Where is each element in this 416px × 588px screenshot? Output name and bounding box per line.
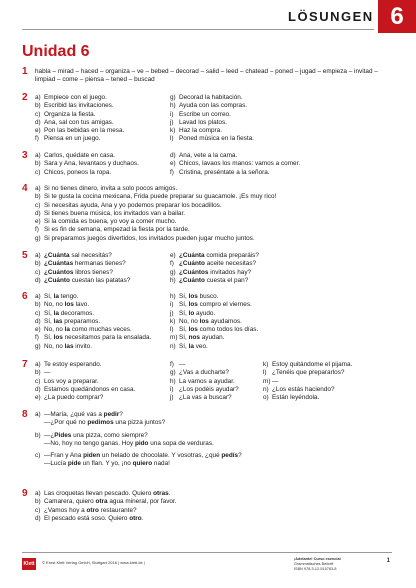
answer-item: b) Si te gusta la cocina mexicana, Frida puede preparar su guacamole. ¡Es muy rico! — [35, 193, 277, 201]
book-isbn: ISBN 978-3-12-515763-8 — [294, 567, 337, 571]
answer-item: f) — — [170, 361, 186, 368]
answer-item: i) ¿Los podéis ayudar? — [170, 385, 239, 393]
answer-item: k) Estoy quitándome el pijama. — [263, 361, 353, 368]
answer-item: i) Sí, los compro el viernes. — [170, 301, 252, 309]
exercise-5 — [22, 252, 392, 285]
answer-item: l) Poned música en la fiesta. — [170, 135, 254, 143]
answer-item: h) Sí, los busco. — [170, 293, 219, 300]
exercise-number: 5 — [22, 250, 28, 261]
answer-item: d) Si tienes buena música, los invitados van a bailar. — [35, 209, 186, 217]
answer-item: d) Sí, las preparamos. — [35, 317, 101, 325]
exercise-number: 4 — [22, 183, 28, 194]
copyright-text: © Ernst Klett Verlag GmbH, Stuttgart 2016 | www.klett.de | — [42, 560, 145, 565]
answer-item: c) ¿Vamos hoy a otro restaurante? — [35, 506, 137, 514]
book-info — [294, 557, 341, 572]
answer-item: a) Empiece con el juego. — [35, 94, 107, 101]
answer-item: f) Cristina, preséntate a la señora. — [170, 168, 270, 176]
answer-item: i) Escribe un correo. — [170, 110, 231, 118]
dialogue-line: —Lucía pide un flan. Y yo, ¡no quiero nada! — [44, 460, 170, 468]
answer-item: d) Ana, vete a la cama. — [170, 152, 238, 159]
book-title: ¡Adelante! Curso esencial — [294, 557, 341, 561]
exercise-number: 8 — [22, 409, 28, 420]
answer-item: g) No, no las invito. — [35, 342, 92, 350]
footer — [22, 552, 392, 575]
answer-item: e) Chicos, lavaos los manos: vamos a comer. — [170, 160, 301, 168]
exercise-2 — [22, 94, 392, 144]
exercise-number: 2 — [22, 92, 28, 103]
publisher-logo: Klett — [22, 558, 36, 570]
answer-item: j) Lavad los platos. — [170, 118, 227, 126]
exercise-7 — [22, 361, 392, 402]
answer-item: h) ¿Cuánto cuesta el pan? — [170, 276, 249, 284]
answer-item: a) Las croquetas llevan pescado. Quiero otras. — [35, 490, 171, 497]
answer-item: a) Si no tienes dinero, invita a solo pocos amigos. — [35, 185, 178, 192]
exercise-9 — [22, 490, 392, 523]
chapter-number-badge: 6 — [378, 0, 416, 33]
answer-item: g) ¿Cuántos invitados hay? — [170, 268, 252, 276]
exercise-number: 7 — [22, 359, 28, 370]
answer-item: h) La vamos a ayudar. — [170, 377, 235, 385]
answer-item: a) Sí, la tengo. — [35, 293, 79, 300]
exercise-number: 3 — [22, 150, 28, 161]
answer-item: b) No, no los lavo. — [35, 301, 90, 309]
answer-item: b) ¿Cuántas hermanas tienes? — [35, 260, 126, 268]
book-description: Grammatisches Beiheft — [294, 562, 334, 566]
exercise-4 — [22, 185, 392, 243]
answer-item: a) Carlos, quédate en casa. — [35, 152, 116, 159]
answer-item: j) ¿La vas a buscar? — [170, 394, 232, 402]
dialogue-line: —¿Por qué no pedimos una pizza juntos? — [44, 419, 166, 427]
answer-item: c) Los voy a preparar. — [35, 377, 99, 385]
exercise-number: 9 — [22, 488, 28, 499]
answer-item: e) ¿Cuánta comida preparáis? — [170, 252, 259, 259]
answer-item: o) Están leyéndola. — [263, 394, 320, 402]
answer-item: f) Si es fin de semana, empezad la fiesta por la tarde. — [35, 226, 190, 234]
answer-item: c) Sí, la decoramos. — [35, 309, 95, 317]
answer-item: m) — — [263, 377, 279, 385]
answer-item: g) Decorad la habitación. — [170, 94, 243, 101]
exercise-number: 1 — [22, 66, 28, 77]
answer-item: a) Te estoy esperando. — [35, 361, 102, 368]
answer-item: c) Si necesitas ayuda, Ana y yo podemos preparar los bocadillos. — [35, 201, 222, 209]
answer-item: g) ¿Vas a ducharte? — [170, 369, 229, 377]
answer-item: e) No, no la como muchas veces. — [35, 326, 132, 334]
answer-text: habla – mirad – haced – organiza – ve – bebed – decorad – salid – leed – chatead – poned – jugad – empieza – invitad – limpiad – come – piensa – tened – buscad — [35, 68, 378, 84]
answer-item: d) ¿Cuánto cuestan las patatas? — [35, 276, 131, 284]
answer-item: d) Ana, sal con tus amigas. — [35, 118, 114, 126]
answer-item: h) Ayuda con las compras. — [170, 102, 248, 110]
answer-item: n) ¿Los estás haciendo? — [263, 385, 335, 393]
dialogue-a: a) —María, ¿qué vas a pedir? — [35, 411, 123, 418]
dialogue-c: c) —Fran y Ana piden un helado de chocolate. Y vosotras, ¿qué pedís? — [35, 452, 242, 460]
answer-item: c) Organiza la fiesta. — [35, 110, 96, 118]
answer-item: g) Si preparamos juegos divertidos, los invitados pueden jugar mucho juntos. — [35, 234, 255, 242]
answer-item: d) El pescado está soso. Quiero otro. — [35, 514, 144, 522]
answer-item: e) ¿La puedo comprar? — [35, 394, 104, 402]
exercise-3 — [22, 152, 392, 177]
answer-item: d) Estamos quedándonos en casa. — [35, 385, 136, 393]
dialogue-b: b) —¿Pides una pizza, como siempre? — [35, 431, 148, 439]
answer-item: b) Camarera, quiero otra agua mineral, por favor. — [35, 498, 177, 506]
answer-item: b) Escribid las invitaciones. — [35, 102, 114, 110]
answer-item: c) ¿Cuántos libros tienes? — [35, 268, 113, 276]
answer-item: b) Sara y Ana, levantaos y duchaos. — [35, 160, 139, 168]
answer-item: n) Sí, la veo. — [170, 342, 208, 350]
answer-item: m) Sí, nos ayudan. — [170, 334, 225, 342]
answer-item: e) Si la comida es buena, yo voy a comer mucho. — [35, 218, 177, 226]
dialogue-line: —No, hoy no tengo ganas. Hoy pido una sopa de verduras. — [44, 439, 214, 447]
answer-item: e) Pon las bebidas en la mesa. — [35, 127, 125, 135]
page-title: Unidad 6 — [22, 43, 90, 60]
answer-item: c) Chicos, poneos la ropa. — [35, 168, 112, 176]
answer-item: j) Sí, lo ayudo. — [170, 309, 216, 317]
exercise-1 — [22, 68, 392, 85]
answer-item: f) Piensa en un juego. — [35, 135, 101, 143]
header-rule — [22, 29, 374, 30]
answer-item: l) ¿Tenéis que prepararlos? — [263, 369, 345, 377]
answer-item: l) Sí, los como todos los días. — [170, 326, 259, 334]
answer-item: f) ¿Cuánto aceite necesitas? — [170, 260, 257, 268]
exercise-number: 6 — [22, 291, 28, 302]
answer-item: k) No, no los ayudamos. — [170, 317, 242, 325]
answer-item: b) — — [35, 369, 51, 377]
header-title: LÖSUNGEN — [288, 9, 374, 24]
answer-item: a) ¿Cuánta sal necesitás? — [35, 252, 112, 259]
exercise-8 — [22, 411, 392, 469]
page-number: 1 — [386, 558, 390, 564]
answer-item: k) Haz la compra. — [170, 127, 222, 135]
answer-item: f) Sí, los necesitamos para la ensalada. — [35, 334, 152, 342]
exercise-6 — [22, 293, 392, 351]
